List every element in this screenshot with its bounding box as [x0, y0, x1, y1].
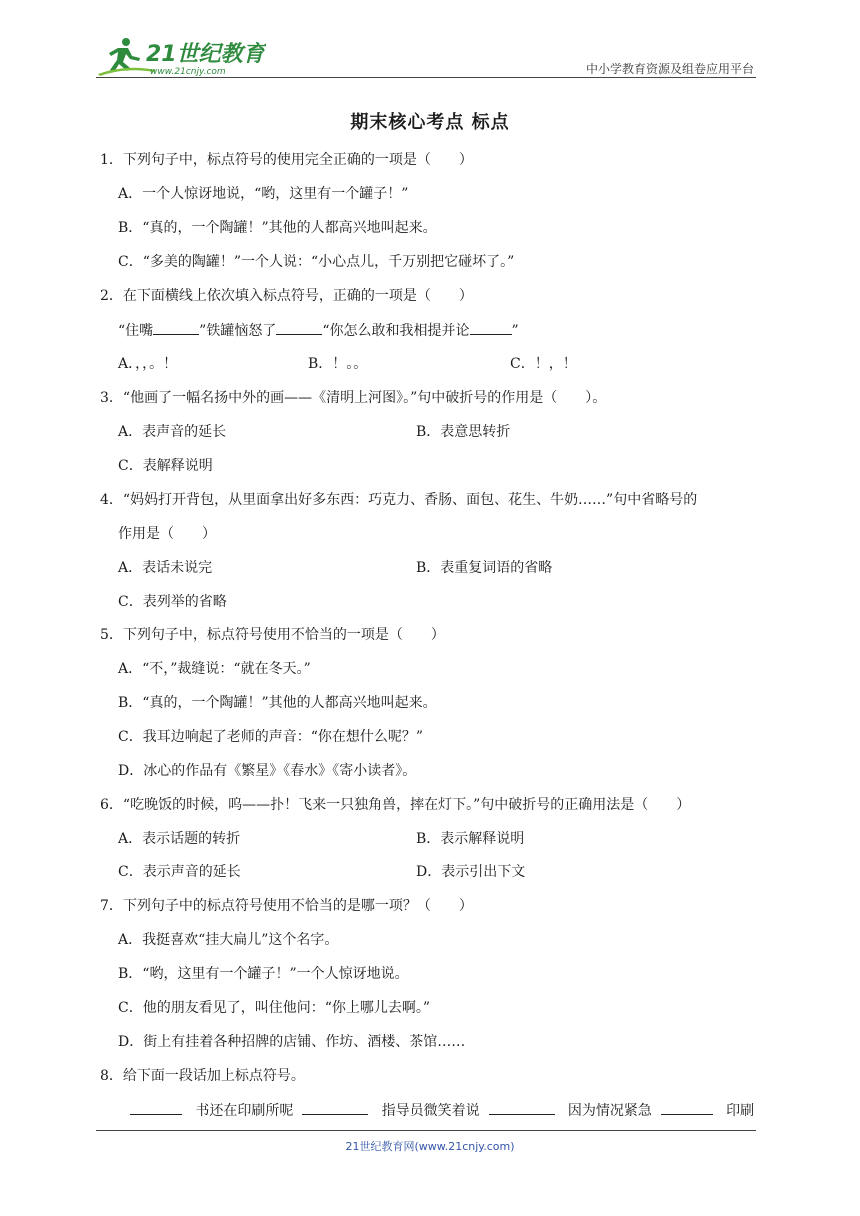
- q3-option-b: B．表意思转折: [416, 424, 511, 440]
- q5-option-a: A．“不，”裁缝说：“就在冬天。”: [118, 661, 311, 677]
- q8-part-4: 印刷: [726, 1103, 755, 1119]
- q8-part-2: 指导员微笑着说: [381, 1103, 480, 1119]
- q1-option-c: C．“多美的陶罐！”一个人说：“小心点儿，千万别把它碰坏了。”: [118, 254, 515, 270]
- q2-part-3: “你怎么敢和我相提并论: [322, 323, 470, 339]
- logo-text: 21世纪教育: [146, 42, 265, 67]
- q2-part-2: ”铁罐恼怒了: [199, 323, 277, 339]
- fill-blank[interactable]: [489, 1100, 555, 1115]
- q7-stem: 7．下列句子中的标点符号使用不恰当的是哪一项？（ ）: [100, 898, 473, 914]
- header-divider: [96, 77, 756, 78]
- fill-blank[interactable]: [276, 320, 322, 335]
- q2-sentence: [118, 320, 519, 341]
- q5-stem: 5．下列句子中，标点符号使用不恰当的一项是（ ）: [100, 627, 445, 643]
- q8-part-1: 书还在印刷所呢: [195, 1103, 294, 1119]
- q8-stem: 8．给下面一段话加上标点符号。: [100, 1068, 305, 1084]
- q2-stem: 2．在下面横线上依次填入标点符号，正确的一项是（ ）: [100, 288, 473, 304]
- q7-option-d: D．街上有挂着各种招牌的店铺、作坊、酒楼、茶馆……: [118, 1034, 466, 1050]
- q7-option-a: A．我挺喜欢“挂大扁儿”这个名字。: [118, 932, 339, 948]
- q2-option-b: B．！。。: [308, 356, 368, 372]
- q3-option-a: A．表声音的延长: [118, 424, 227, 440]
- site-logo: [96, 34, 266, 78]
- fill-blank[interactable]: [661, 1100, 713, 1115]
- fill-blank[interactable]: [130, 1100, 182, 1115]
- q6-option-d: D．表示引出下文: [416, 864, 526, 880]
- q2-part-4: ”: [511, 323, 519, 339]
- logo-url: www.21cnjy.com: [150, 67, 226, 77]
- platform-name: 中小学教育资源及组卷应用平台: [585, 62, 754, 76]
- footer-text[interactable]: 21世纪教育网(www.21cnjy.com): [345, 1140, 515, 1153]
- q1-stem: 1．下列句子中，标点符号的使用完全正确的一项是（ ）: [100, 152, 473, 168]
- q3-stem: 3．“他画了一幅名扬中外的画——《清明上河图》。”句中破折号的作用是（ ）。: [100, 390, 607, 406]
- fill-blank[interactable]: [153, 320, 199, 335]
- q8-part-3: 因为情况紧急: [567, 1103, 652, 1119]
- q1-option-a: A．一个人惊讶地说，“哟，这里有一个罐子！”: [118, 186, 409, 202]
- q6-option-b: B．表示解释说明: [416, 831, 525, 847]
- q5-option-b: B．“真的，一个陶罐！”其他的人都高兴地叫起来。: [118, 695, 437, 711]
- q6-option-a: A．表示话题的转折: [118, 831, 241, 847]
- q6-stem: 6．“吃晚饭的时候，呜——扑！飞来一只独角兽，摔在灯下。”句中破折号的正确用法是（ ）: [100, 797, 691, 813]
- page-title: 期末核心考点 标点: [350, 112, 510, 133]
- q2-part-1: “住嘴: [118, 323, 154, 339]
- q5-option-d: D．冰心的作品有《繁星》《春水》《寄小读者》。: [118, 763, 417, 779]
- q4-option-c: C．表列举的省略: [118, 594, 227, 610]
- q2-option-a: A．，，。！: [118, 356, 178, 372]
- q3-option-c: C．表解释说明: [118, 458, 213, 474]
- fill-blank[interactable]: [470, 320, 512, 335]
- q7-option-c: C．他的朋友看见了，叫住他问：“你上哪儿去啊。”: [118, 1000, 431, 1016]
- q4-stem-line1: 4．“妈妈打开背包，从里面拿出好多东西：巧克力、香肠、面包、花生、牛奶……”句中省略号的: [100, 492, 698, 508]
- q2-option-c: C．！，！: [510, 356, 577, 372]
- footer-divider: [96, 1130, 756, 1131]
- q5-option-c: C．我耳边响起了老师的声音：“你在想什么呢？”: [118, 729, 424, 745]
- q4-option-b: B．表重复词语的省略: [416, 560, 553, 576]
- q4-stem-line2: 作用是（ ）: [118, 526, 216, 542]
- q7-option-b: B．“哟，这里有一个罐子！”一个人惊讶地说。: [118, 966, 409, 982]
- q8-sentence: [130, 1100, 754, 1121]
- q4-option-a: A．表话未说完: [118, 560, 213, 576]
- fill-blank[interactable]: [302, 1100, 368, 1115]
- page-header: [96, 30, 756, 78]
- q1-option-b: B．“真的，一个陶罐！”其他的人都高兴地叫起来。: [118, 220, 437, 236]
- q6-option-c: C．表示声音的延长: [118, 864, 241, 880]
